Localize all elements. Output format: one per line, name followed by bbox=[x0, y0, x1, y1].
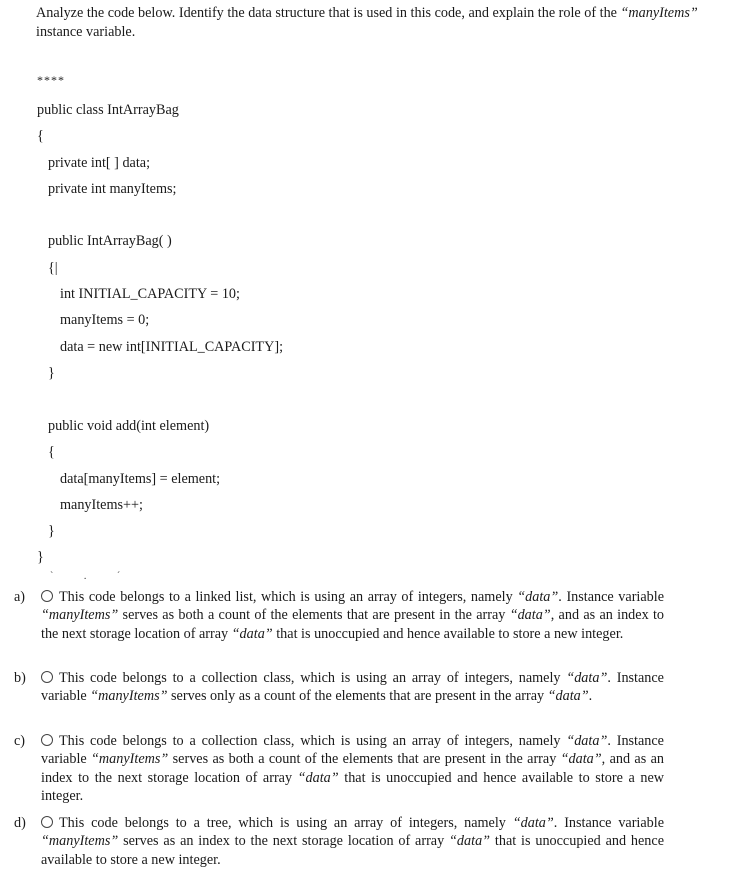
stray-marks: ` . ´ bbox=[50, 571, 135, 582]
option-b[interactable]: b) This code belongs to a collection class, which is using an array of integers, namely “data”. Instance variable “manyItems” serves only as a count of the elements that are present in the array “data”. bbox=[14, 670, 664, 705]
option-c[interactable]: c) This code belongs to a collection class, which is using an array of integers, namely “data”. Instance variable “manyItems” serves as both a count of the elements that are present in the array “data”, and as an index to the next storage location of array “data” that is unoccupied and hence available to store a new integer. bbox=[14, 733, 664, 805]
code-line-13: data[manyItems] = element; bbox=[60, 471, 221, 487]
option-d-radio[interactable] bbox=[41, 816, 53, 828]
code-stars: **** bbox=[37, 73, 65, 87]
code-line-8: manyItems = 0; bbox=[60, 312, 150, 328]
option-b-radio[interactable] bbox=[41, 671, 53, 683]
code-line-7: int INITIAL_CAPACITY = 10; bbox=[60, 286, 240, 302]
code-line-4: private int manyItems; bbox=[48, 181, 177, 197]
code-line-10: } bbox=[48, 365, 55, 381]
option-a[interactable]: a) This code belongs to a linked list, which is using an array of integers, namely “data”. Instance variable “manyItems” serves as both a count of the elements that are present in the array “data”, and as an index to the next storage location of array “data” that is unoccupied and hence available to store a new integer. bbox=[14, 589, 664, 642]
question-text-end: instance variable. bbox=[36, 23, 136, 40]
code-line-11: public void add(int element) bbox=[48, 418, 210, 434]
code-line-6: {| bbox=[48, 260, 58, 276]
code-line-2: { bbox=[37, 128, 44, 144]
option-d[interactable]: d) This code belongs to a tree, which is using an array of integers, namely “data”. Instance variable “manyItems” serves as an index to the next storage location of array “data” that is unoccupied and hence available to store a new integer. bbox=[14, 815, 665, 868]
question-text-start: Analyze the code below. Identify the data structure that is used in this code, and explain the role of the bbox=[36, 5, 617, 21]
code-line-5: public IntArrayBag( ) bbox=[48, 233, 172, 249]
code-line-16: } bbox=[37, 549, 44, 565]
code-line-15: } bbox=[48, 523, 55, 539]
question-text bbox=[36, 4, 716, 41]
option-c-letter: c) bbox=[14, 733, 26, 749]
option-a-radio[interactable] bbox=[41, 590, 53, 602]
option-b-letter: b) bbox=[14, 670, 26, 686]
code-line-12: { bbox=[48, 444, 55, 460]
option-c-radio[interactable] bbox=[41, 734, 53, 746]
option-a-letter: a) bbox=[14, 589, 26, 605]
option-d-letter: d) bbox=[14, 815, 26, 831]
code-line-9: data = new int[INITIAL_CAPACITY]; bbox=[60, 339, 284, 355]
code-line-1: public class IntArrayBag bbox=[37, 102, 179, 118]
code-line-3: private int[ ] data; bbox=[48, 155, 151, 171]
code-line-14: manyItems++; bbox=[60, 497, 143, 513]
question-variable: “manyItems” bbox=[620, 5, 698, 21]
